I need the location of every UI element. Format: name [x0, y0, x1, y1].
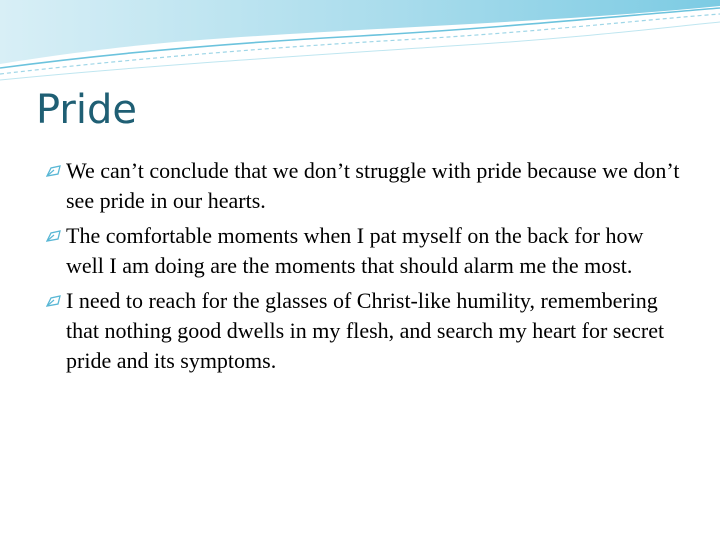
bullet-list: [46, 156, 686, 381]
bullet-item: [46, 156, 686, 216]
slide-title: Pride: [36, 87, 137, 133]
pen-nib-bullet-icon: [46, 295, 61, 307]
header-wave-decoration: [0, 0, 720, 90]
pen-nib-bullet-icon: [46, 230, 61, 242]
bullet-text: We can’t conclude that we don’t struggle with pride because we don’t see pride in our hearts.: [66, 158, 680, 213]
bullet-item: [46, 286, 686, 376]
bullet-text: I need to reach for the glasses of Christ-like humility, remembering that nothing good dwells in my flesh, and search my heart for secret pride and its symptoms.: [66, 288, 665, 373]
bullet-text: The comfortable moments when I pat myself on the back for how well I am doing are the moments that should alarm me the most.: [66, 223, 644, 278]
pen-nib-bullet-icon: [46, 165, 61, 177]
bullet-item: [46, 221, 686, 281]
